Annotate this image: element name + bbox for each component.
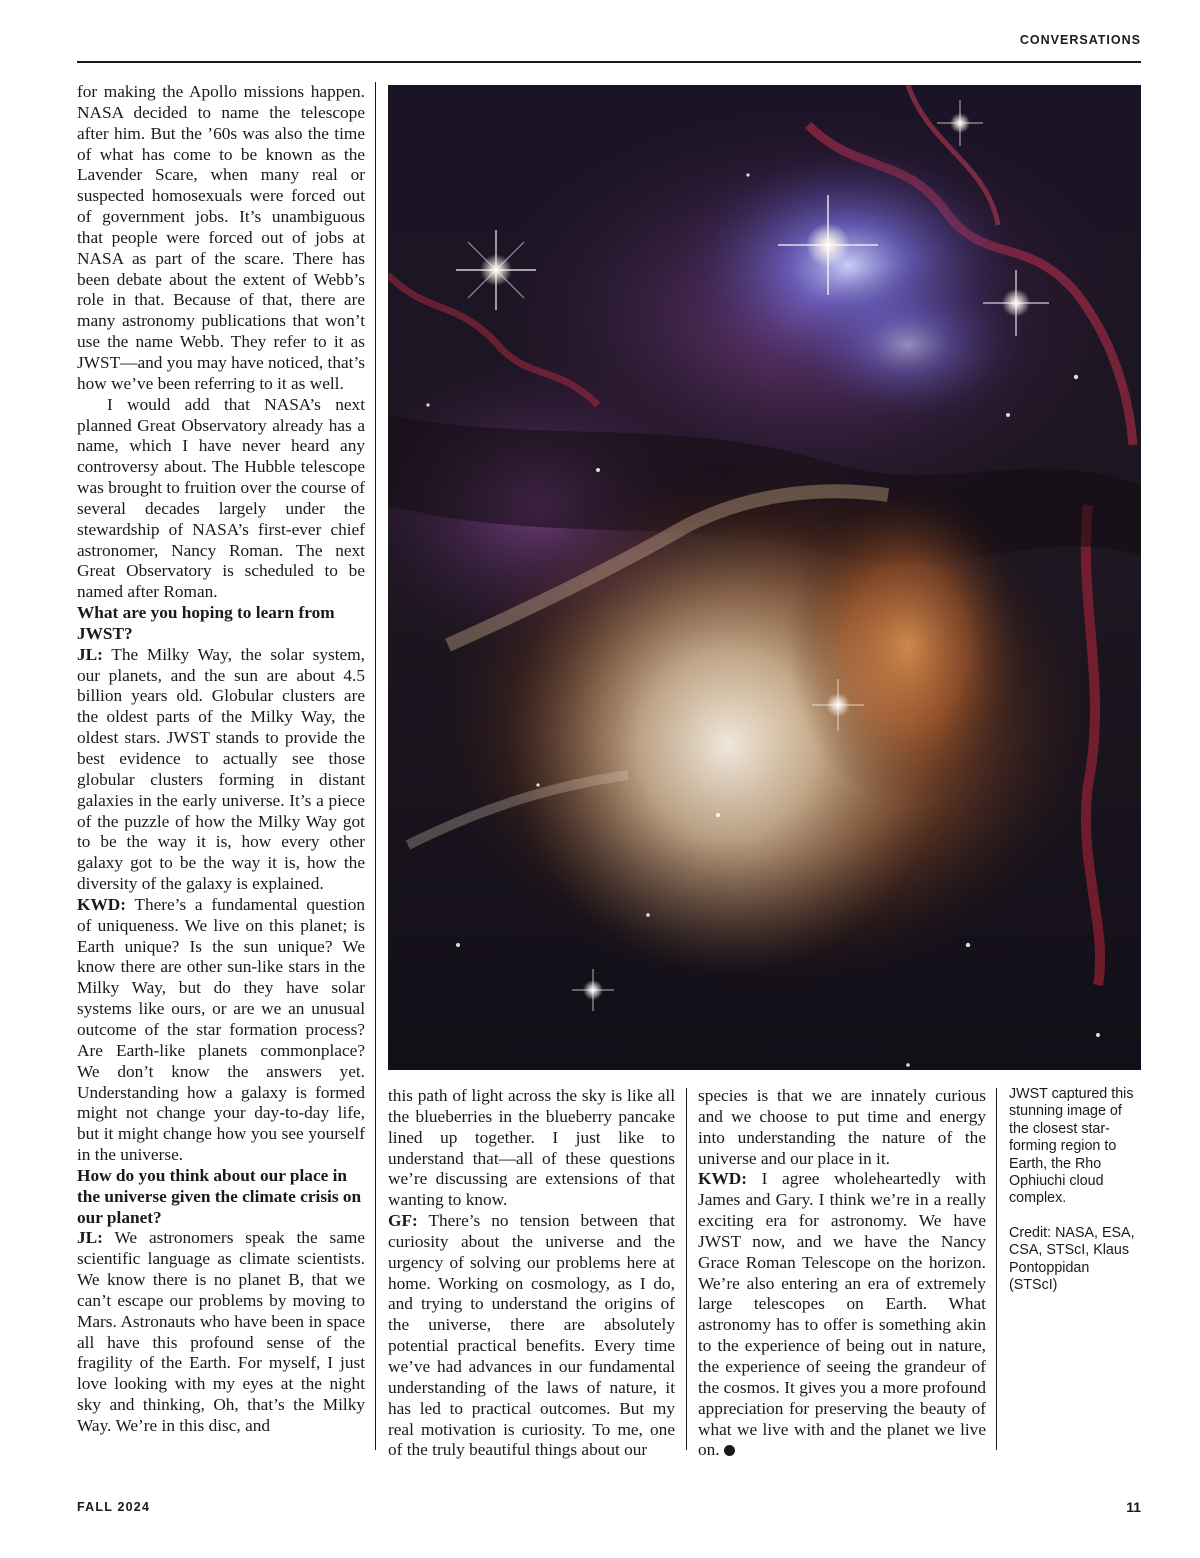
paragraph: for making the Apollo missions happen. NASA decided to name the telescope after him. But the ’60s was also the time of what has come to be known as the Lavender Scare, when many real or suspected homosexuals were forced out of government jobs. It’s unambiguous that people were forced out of jobs at NASA as part of the scare. There has been debate about the extent of Webb’s role in that. Because of that, there are many astronomy publications that won’t use the name Webb. They refer to it as JWST—and you may have noticed, that’s how we’ve been referring to it as well. xyxy=(77,82,365,393)
answer-text: The Milky Way, the solar system, our planets, and the sun are about 4.5 billion years old. Globular clusters are the oldest parts of the Milky Way, the oldest stars. JWST stands to provide the best evidence to actually see those globular clusters forming in distant galaxies in the early universe. It’s a piece of the puzzle of how the Milky Way got to be the way it is, how every other galaxy got to be the way it is, how the diversity of the galaxy is explained. xyxy=(77,644,365,894)
answer-paragraph xyxy=(77,895,365,1166)
speaker-label: GF: xyxy=(388,1211,418,1231)
answer-paragraph xyxy=(698,1169,986,1461)
answer-text: We astronomers speak the same scientific language as climate scientists. We know there is no planet B, that we can’t escape our problems by moving to Mars. Astronauts who have been in space all have this profound sense of the fragility of the Earth. For myself, I just love looking with my eyes at the night sky and thinking, Oh, that’s the Milky Way. We’re in this disc, and xyxy=(77,1228,365,1435)
answer-paragraph xyxy=(77,645,365,895)
header-rule xyxy=(77,61,1141,63)
page-number: 11 xyxy=(1126,1499,1141,1515)
end-mark xyxy=(724,1445,735,1456)
caption-credit: Credit: NASA, ESA, CSA, STScI, Klaus Pontoppidan (STScI) xyxy=(1009,1224,1135,1294)
issue-label: FALL 2024 xyxy=(77,1500,151,1514)
paragraph: I would add that NASA’s next planned Great Observatory already has a name, which I have never heard any controversy about. The Hubble telescope was brought to fruition over the course of several decades largely under the stewardship of NASA’s first-ever chief astronomer, Nancy Roman. The next Great Observatory is scheduled to be named after Roman. xyxy=(77,394,365,602)
answer-continuation: this path of light across the sky is like all the blueberries in the blueberry pancake lined up together. I just like to understand that—all of these questions we’re discussing are extensions of that wanting to know. xyxy=(388,1086,675,1210)
answer-paragraph xyxy=(388,1211,675,1461)
article-column-2 xyxy=(388,1086,675,1462)
answer-text: There’s a fundamental question of uniqueness. We live on this planet; is Earth unique? Is the sun unique? We know there are other sun-like stars in the Milky Way, but do they have solar systems like ours, or are we an unusual outcome of the star formation process? Are Earth-like planets commonplace? We don’t know the answers yet. Understanding how a galaxy is formed might not change your day-to-day life, but it might change how you see yourself in the universe. xyxy=(77,894,365,1165)
column-divider xyxy=(375,82,376,1450)
photo-caption xyxy=(1009,1086,1141,1311)
speaker-label: JL: xyxy=(77,644,103,664)
caption-text: JWST captured this stunning image of the closest star-forming region to Earth, the Rho Ophiuchi cloud complex. xyxy=(1009,1086,1134,1207)
interview-question: How do you think about our place in the universe given the climate crisis on our planet? xyxy=(77,1165,362,1227)
answer-paragraph xyxy=(77,1228,365,1436)
speaker-label: JL: xyxy=(77,1228,103,1248)
answer-text: I agree wholeheartedly with James and Gary. I think we’re in a really exciting era for astronomy. We have JWST now, and we have the Nancy Grace Roman Telescope on the horizon. We’re also entering an era of extremely large telescopes on Earth. What astronomy has to offer is something akin to the experience of being out in nature, the experience of seeing the grandeur of the cosmos. It gives you a more profound appreciation for preserving the beauty of what we live with and the planet we live on. xyxy=(698,1169,986,1460)
column-divider xyxy=(686,1088,687,1450)
article-column-1 xyxy=(77,82,365,1462)
interview-question: What are you hoping to learn from JWST? xyxy=(77,603,335,643)
nebula-image xyxy=(388,85,1141,1070)
speaker-label: KWD: xyxy=(698,1169,747,1189)
article-column-3 xyxy=(698,1086,986,1462)
column-divider xyxy=(996,1088,997,1450)
answer-text: There’s no tension between that curiosity about the universe and the urgency of solving our problems here at home. Working on cosmology, as I do, and trying to understand the origins of the universe, there are absolutely potential practical benefits. Every time we’ve had advances in our fundamental understanding of the laws of nature, it has led to practical outcomes. But my real motivation is curiosity. To me, one of the truly beautiful things about our xyxy=(388,1211,675,1460)
nebula-photo xyxy=(388,85,1141,1070)
section-label: CONVERSATIONS xyxy=(1019,33,1141,47)
answer-continuation: species is that we are innately curious and we choose to put time and energy into understanding the nature of the universe and our place in it. xyxy=(698,1086,986,1168)
bright-star xyxy=(456,230,536,310)
speaker-label: KWD: xyxy=(77,894,126,914)
